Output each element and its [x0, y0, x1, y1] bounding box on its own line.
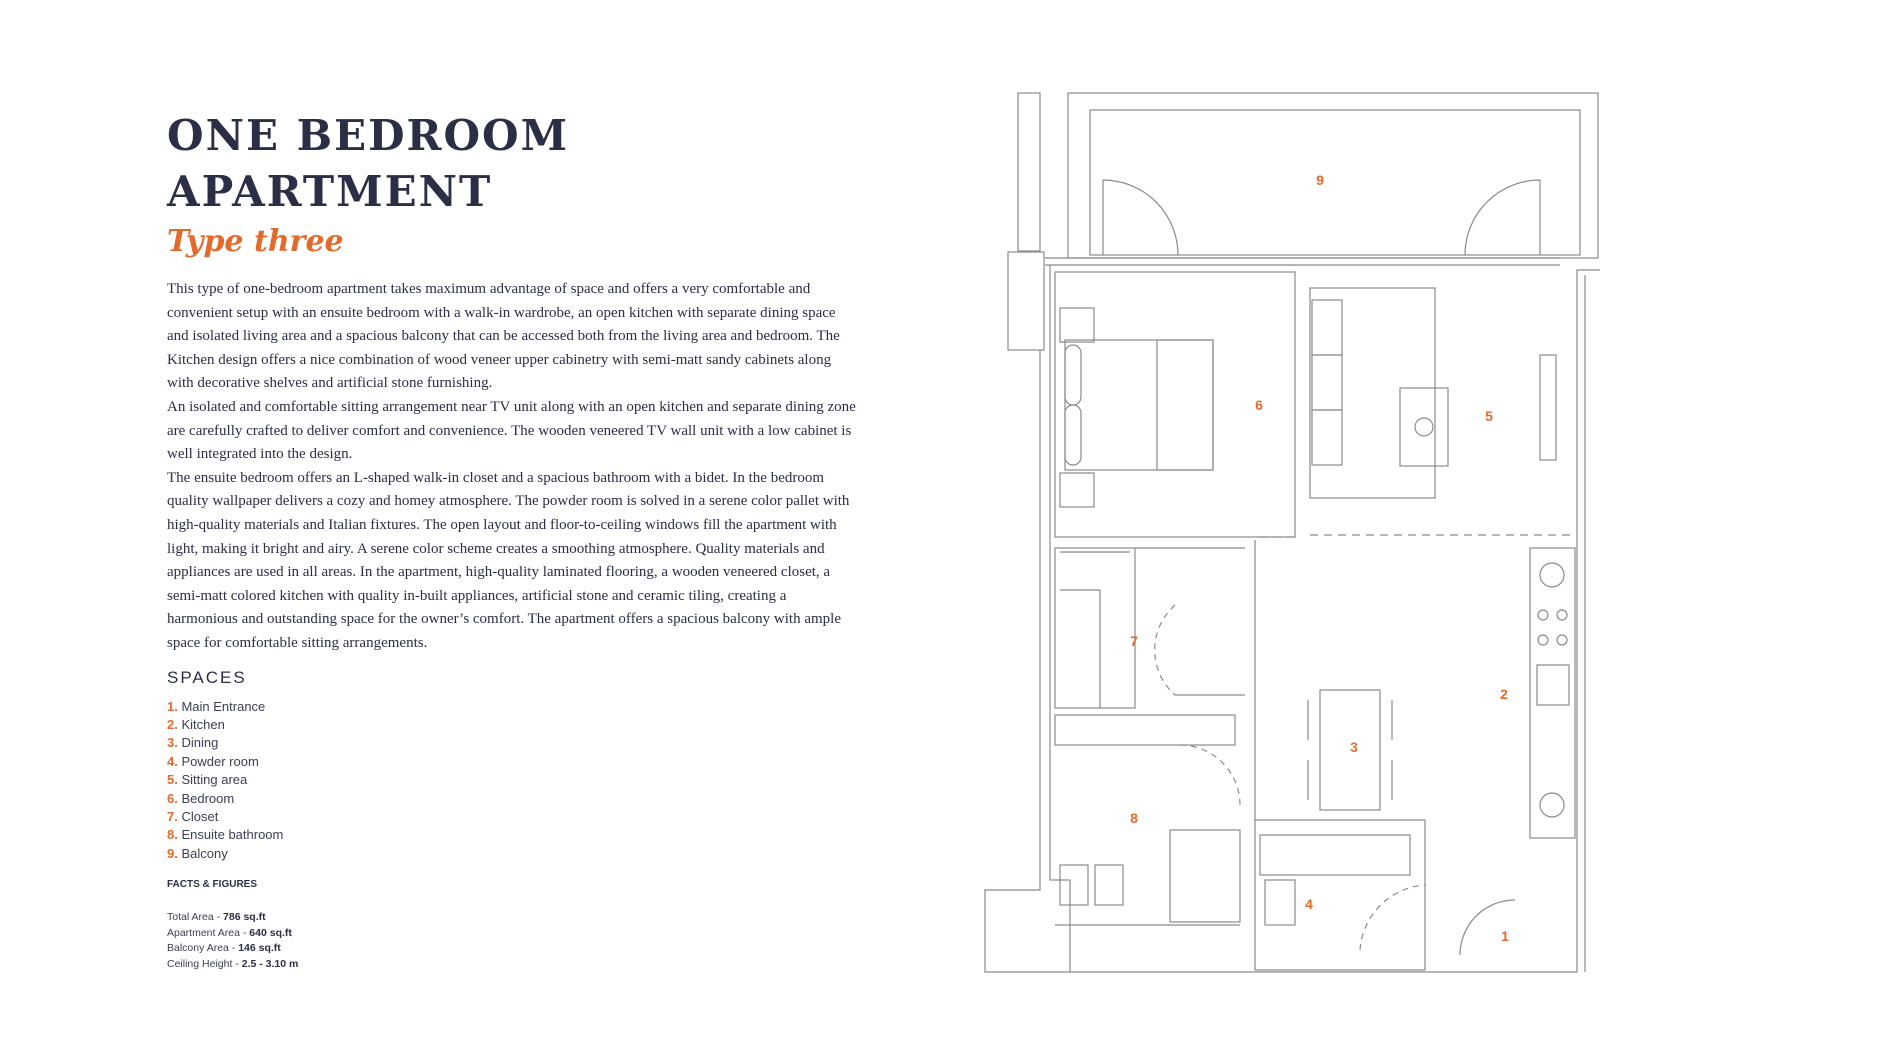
appliance-burner: [1540, 793, 1564, 817]
list-item: [167, 790, 857, 808]
table-lamp: [1415, 418, 1433, 436]
list-item: [167, 845, 857, 863]
room-number: 4: [1305, 896, 1313, 912]
room-number: 3: [1350, 739, 1358, 755]
space-number: 4.: [167, 753, 178, 769]
space-number: 8.: [167, 827, 178, 843]
floor-plan-drawing: [970, 90, 1630, 990]
list-item: [167, 753, 857, 771]
list-item: [167, 771, 857, 789]
title-line-2: APARTMENT: [167, 167, 493, 216]
powder-room-outline: [1255, 820, 1425, 970]
balcony-outline: [1068, 93, 1598, 258]
room-number: 5: [1485, 408, 1493, 424]
balcony-inner: [1090, 110, 1580, 255]
column: [1008, 252, 1044, 350]
bed-blanket: [1157, 340, 1213, 470]
space-number: 3.: [167, 735, 178, 751]
fact-label: Apartment Area -: [167, 926, 250, 939]
content-column: [167, 108, 857, 973]
fact-row: [167, 941, 857, 957]
fact-row: [167, 957, 857, 973]
space-label: Kitchen: [181, 716, 225, 732]
column: [1018, 93, 1040, 251]
room-number: 1: [1501, 928, 1509, 944]
description: [167, 278, 857, 656]
space-number: 6.: [167, 790, 178, 806]
door-swing: [1180, 745, 1240, 805]
toilet: [1265, 880, 1295, 925]
fact-value: 640 sq.ft: [249, 926, 292, 939]
space-label: Sitting area: [181, 772, 248, 788]
fact-row: [167, 926, 857, 942]
nightstand: [1060, 308, 1094, 342]
fact-value: 2.5 - 3.10 m: [241, 957, 299, 970]
list-item: [167, 808, 857, 826]
spaces-heading: SPACES: [167, 667, 247, 687]
space-label: Closet: [181, 808, 219, 824]
list-item: [167, 734, 857, 752]
space-label: Ensuite bathroom: [181, 827, 284, 843]
shower: [1170, 830, 1240, 922]
room-number: 2: [1500, 686, 1508, 702]
fact-label: Total Area -: [167, 911, 224, 924]
hob-ring: [1538, 635, 1548, 645]
pillow: [1065, 405, 1081, 465]
page-subtitle: Type three: [167, 224, 344, 259]
sofa-cushion: [1312, 300, 1342, 355]
room-number: 9: [1316, 172, 1324, 188]
page-title: [167, 108, 857, 220]
space-number: 2.: [167, 716, 178, 732]
fact-value: 786 sq.ft: [223, 911, 266, 924]
facts-list: [167, 910, 857, 972]
space-label: Powder room: [181, 753, 259, 769]
space-number: 7.: [167, 808, 178, 824]
space-label: Main Entrance: [181, 698, 266, 714]
space-number: 1.: [167, 698, 178, 714]
facts-heading: FACTS & FIGURES: [167, 879, 258, 891]
fact-label: Ceiling Height -: [167, 957, 242, 970]
appliance-burner: [1540, 563, 1564, 587]
door-swing: [1360, 885, 1425, 950]
door-swing: [1465, 180, 1540, 255]
vanity: [1055, 715, 1235, 745]
fact-label: Balcony Area -: [167, 942, 239, 955]
list-item: [167, 698, 857, 716]
powder-vanity: [1260, 835, 1410, 875]
space-number: 9.: [167, 845, 178, 861]
description-paragraph: An isolated and comfortable sitting arrangement near TV unit along with an open kitchen and separate dining zone are carefully crafted to deliver comfort and convenience. The wooden veneered TV wall unit with a low cabinet is well integrated into the design.: [167, 398, 856, 463]
sink: [1537, 665, 1569, 705]
bidet: [1095, 865, 1123, 905]
hob-ring: [1538, 610, 1548, 620]
list-item: [167, 826, 857, 844]
pillow: [1065, 345, 1081, 405]
floor-plan: [970, 90, 1630, 990]
fact-row: [167, 910, 857, 926]
description-paragraph: This type of one-bedroom apartment takes maximum advantage of space and offers a very comfortable and convenient setup with an ensuite bedroom with a walk-in wardrobe, an open kitchen with separate dining space and isolated living area and a spacious balcony that can be accessed both from the living area and bedroom. The Kitchen design offers a nice combination of wood veneer upper cabinetry with semi-matt sandy cabinets along with decorative shelves and artificial stone furnishing.: [167, 281, 840, 392]
hob-ring: [1557, 610, 1567, 620]
room-number: 7: [1130, 633, 1138, 649]
bed: [1065, 340, 1213, 470]
space-number: 5.: [167, 772, 178, 788]
closet-outline: [1055, 548, 1135, 708]
sofa-cushion: [1312, 355, 1342, 410]
room-number: 8: [1130, 810, 1138, 826]
door-swing: [1155, 605, 1175, 695]
door-swing: [1103, 180, 1178, 255]
description-paragraph: The ensuite bedroom offers an L-shaped walk-in closet and a spacious bathroom with a bidet. In the bedroom quality wallpaper delivers a cozy and homey atmosphere. The powder room is solved in a serene color pallet with high-quality materials and Italian fixtures. The open layout and floor-to-ceiling windows fill the apartment with light, making it bright and airy. A serene color scheme creates a smoothing atmosphere. Quality materials and appliances are used in all areas. In the apartment, high-quality laminated flooring, a wooden veneered closet, a semi-matt colored kitchen with quality in-built appliances, artificial stone and ceramic tiling, creating a harmonious and outstanding space for the owner’s comfort. The apartment offers a spacious balcony with ample space for comfortable sitting arrangements.: [167, 469, 850, 651]
toilet: [1060, 865, 1088, 905]
title-line-1: ONE BEDROOM: [167, 111, 570, 160]
room-number: 6: [1255, 397, 1263, 413]
fact-value: 146 sq.ft: [238, 942, 281, 955]
space-label: Dining: [181, 735, 219, 751]
spaces-list: [167, 698, 857, 864]
hob-ring: [1557, 635, 1567, 645]
list-item: [167, 716, 857, 734]
space-label: Bedroom: [181, 790, 235, 806]
tv-unit: [1540, 355, 1556, 460]
space-label: Balcony: [181, 845, 228, 861]
nightstand: [1060, 473, 1094, 507]
outer-wall: [985, 270, 1600, 972]
sofa-cushion: [1312, 410, 1342, 465]
coffee-table: [1400, 388, 1448, 466]
